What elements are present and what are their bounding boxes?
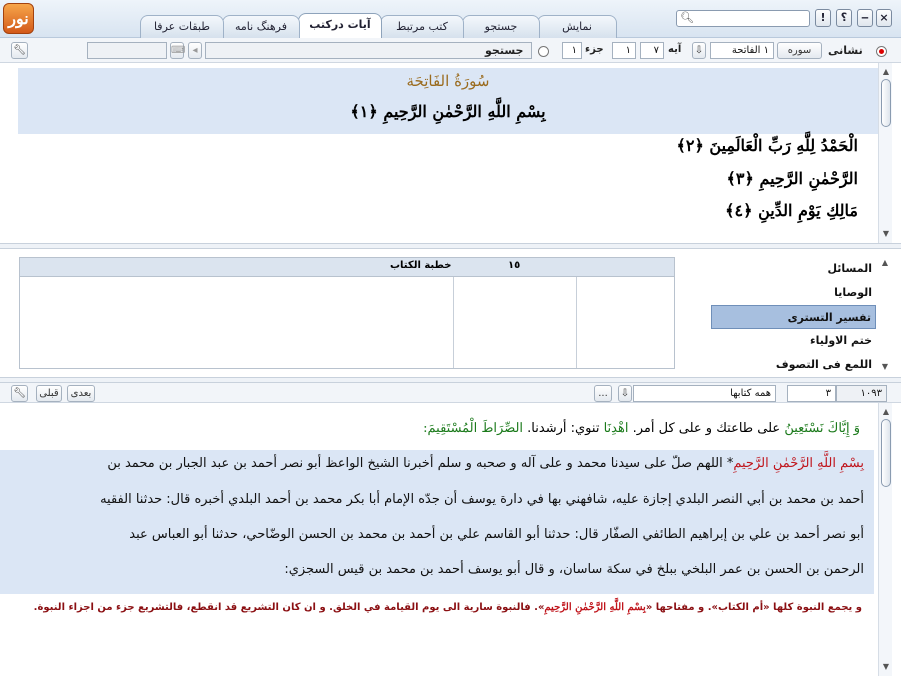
marker-radio[interactable] (876, 46, 887, 57)
verse-reference (423, 421, 860, 436)
search-radio[interactable] (538, 46, 549, 57)
verse-2[interactable]: الْحَمْدُ لِلَّهِ رَبِّ الْعَالَمِينَ ﴿٢﴾ (676, 136, 858, 155)
surah-dropdown[interactable]: سوره (777, 42, 822, 59)
ref-verse-2: اهْدِنَا (603, 421, 629, 436)
verse-4[interactable]: مَالِكِ يَوْمِ الدِّينِ ﴿٤﴾ (725, 201, 858, 220)
tab-related-books[interactable]: کتب مرتبط (380, 15, 464, 38)
ayah-label: آیه (668, 44, 682, 55)
page-cell: ١٥ (508, 260, 521, 271)
footer-note (34, 602, 862, 613)
scroll-thumb[interactable] (881, 419, 891, 487)
verse-3[interactable]: الرَّحْمٰنِ الرَّحِيمِ ﴿٣﴾ (726, 169, 858, 188)
book-item[interactable]: الوصایا (834, 286, 872, 299)
total-results: ١٠٩٣ (836, 385, 887, 402)
down-arrow-icon[interactable]: ⇩ (692, 42, 706, 59)
quran-scrollbar[interactable]: ▲ ▼ (878, 63, 892, 243)
ref-comment-2: تنوي: أرشدنا. (523, 421, 604, 436)
close-button[interactable]: × (876, 9, 892, 27)
footer-text: ». فالنبوة سارية الى يوم القيامة في الخلق. و ان كان التشريع قد انقطع، فالتشريع جزء من اجزاء النبوة. (33, 602, 545, 613)
down-arrow-icon[interactable]: ⇩ (618, 385, 632, 402)
help-button[interactable]: ؟ (836, 9, 852, 27)
paragraph-line-2: أحمد بن محمد بن أبي النصر البلدي إجازة عليه، شافهني بها في دارة يوسف أن جدّه الإمام أبا بكر محمد بن أحمد البلدي أخبره قال: حدثنا الفقيه (100, 492, 864, 507)
search-label: جستجو (485, 44, 524, 57)
disabled-field (87, 42, 167, 59)
ayah-start-field[interactable]: ١ (612, 42, 636, 59)
prev-result-icon: ◂ (188, 42, 202, 59)
tab-search[interactable]: جستجو (462, 15, 540, 38)
verse-search-input (205, 42, 532, 59)
settings-icon[interactable]: 🔧︎ (11, 385, 28, 402)
ayah-field[interactable]: ٧ (640, 42, 664, 59)
minimize-button[interactable]: ‒ (857, 9, 873, 27)
ref-verse-1: وَ إِيَّاكَ نَسْتَعِينُ (784, 421, 860, 436)
text-scrollbar[interactable]: ▲ ▼ (878, 403, 892, 676)
book-item[interactable]: اللمع فی التصوف (775, 358, 872, 371)
ref-verse-3: الصِّرَاطَ الْمُسْتَقِيمَ: (423, 421, 524, 436)
tab-verses-in-books[interactable]: آیات درکتب (298, 13, 382, 39)
book-item[interactable]: المسائل (827, 262, 872, 275)
paragraph-line-3: أبو نصر أحمد بن علي بن إبراهيم الطائفي الصفّار قال: حدثنا أبو القاسم علي بن أحمد بن محمد بن الحسن الوضّاحي، حدثنا أبو العباس عبد (129, 527, 864, 542)
footer-text: و يجمع النبوة كلها «أم الكتاب». و مفتاحها « (645, 602, 862, 613)
keyboard-icon: ⌨ (170, 42, 184, 59)
paragraph-line-4: الرحمن بن الحسن بن عمر البلخي ببلخ في سكة ساسان، و قال أبو يوسف أحمد بن محمد بن قيس السجزي: (284, 562, 864, 577)
global-search-input[interactable] (676, 10, 810, 27)
basmala-red: بِسْمِ اللَّهِ الرَّحْمٰنِ الرَّحِيمِ (733, 456, 864, 471)
tab-display[interactable]: نمایش (537, 15, 617, 38)
current-result-field[interactable]: ٣ (787, 385, 836, 402)
books-scrollbar[interactable]: ▲ ▼ (881, 258, 889, 371)
tab-sufi-classes[interactable]: طبقات عرفا (140, 15, 224, 38)
settings-icon[interactable]: 🔧︎ (11, 42, 28, 59)
book-item[interactable]: ختم الاولیاء (809, 334, 872, 347)
app-logo: نور (3, 3, 34, 34)
book-filter-select[interactable]: همه کتابها (633, 385, 776, 402)
marker-label: نشانی (828, 44, 863, 57)
juz-label: جزء (585, 44, 604, 55)
ref-comment-1: على طاعتك و على كل أمر. (628, 421, 785, 436)
surah-title: سُورَةُ الفَاتِحَة (406, 72, 490, 90)
info-button[interactable]: ! (815, 9, 831, 27)
paragraph-line-1 (107, 456, 864, 471)
text-pane (0, 403, 878, 676)
books-pane (0, 249, 901, 377)
scroll-thumb[interactable] (881, 79, 891, 127)
surah-field[interactable]: ١ الفاتحة (710, 42, 774, 59)
quran-pane (0, 63, 878, 243)
text-toolbar (0, 383, 901, 403)
prev-button[interactable]: قبلی (36, 385, 62, 402)
table-row[interactable] (20, 258, 674, 277)
basmala: بِسْمِ اللَّهِ الرَّحْمٰنِ الرَّحِيمِ ﴿١﴾ (350, 102, 546, 121)
title-cell: خطبة الکتاب (390, 260, 452, 271)
more-button[interactable]: ... (594, 385, 612, 402)
search-icon: 🔍︎ (680, 11, 694, 24)
book-table (19, 257, 675, 369)
next-button[interactable]: بعدی (67, 385, 95, 402)
highlighted-passage (0, 450, 874, 594)
window-chrome (0, 0, 901, 38)
book-list (711, 257, 876, 377)
verse-toolbar (0, 38, 901, 63)
paragraph-text: * اللهم صلّ على سيدنا محمد و على آله و صحبه و سلم أخبرنا الشيخ الواعظ أبو نصر أحمد بن عبد الجبار بن محمد بن (107, 456, 734, 471)
surah-header (18, 68, 878, 134)
book-item-selected[interactable]: تفسیر التستری (711, 305, 876, 329)
juz-field[interactable]: ١ (562, 42, 582, 59)
tab-glossary[interactable]: فرهنگ نامه (222, 15, 300, 38)
footer-basmala: بِسْمِ اللَّهِ الرَّحْمٰنِ الرَّحِيمِ (544, 602, 646, 613)
